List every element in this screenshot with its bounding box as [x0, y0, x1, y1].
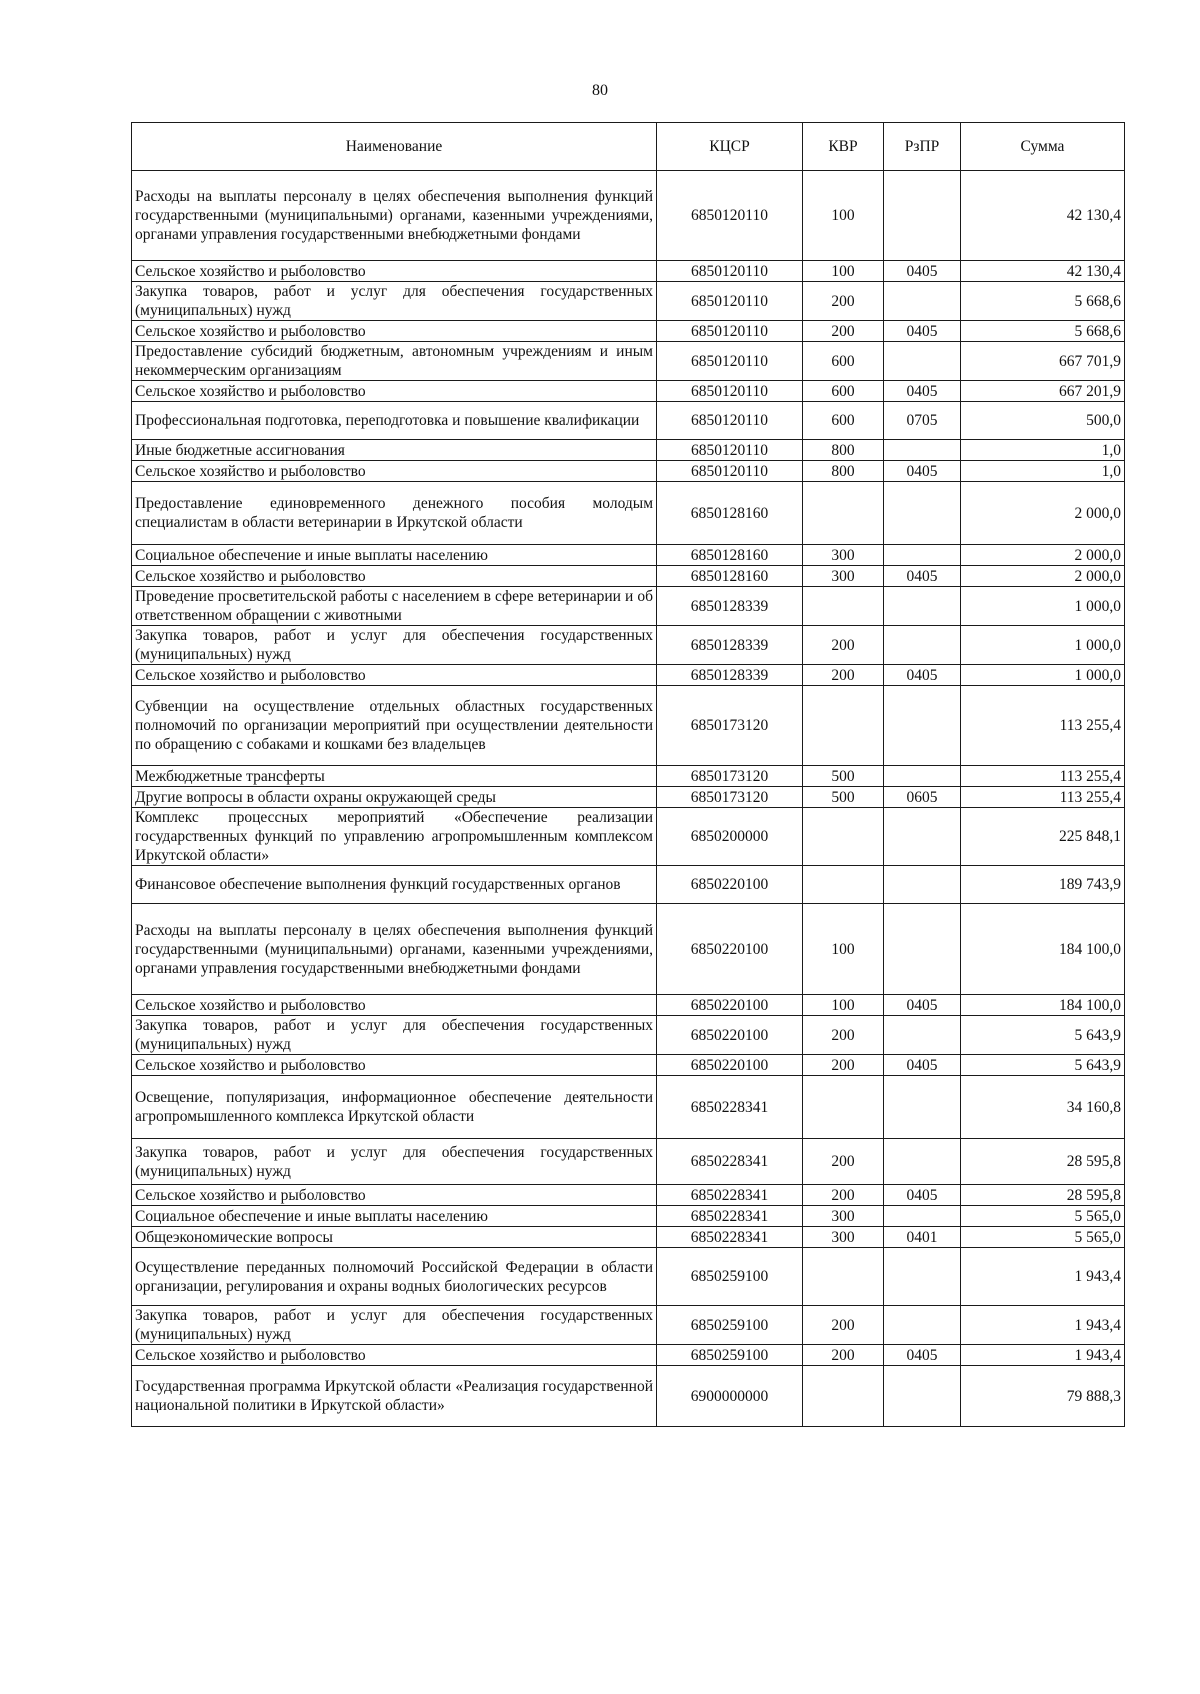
table-row: [132, 402, 1125, 440]
cell-kcsr: 6850128339: [657, 665, 803, 686]
cell-name: Социальное обеспечение и иные выплаты населению: [132, 1206, 657, 1227]
cell-kcsr: 6850259100: [657, 1306, 803, 1345]
cell-kvr: 300: [803, 1206, 884, 1227]
cell-kvr: 200: [803, 626, 884, 665]
cell-rzpr: 0405: [884, 1055, 961, 1076]
cell-name: Осуществление переданных полномочий Российской Федерации в области организации, регулирования и охраны водных биологических ресурсов: [132, 1248, 657, 1306]
table-row: [132, 321, 1125, 342]
cell-sum: 667 701,9: [961, 342, 1125, 381]
table-row: [132, 461, 1125, 482]
cell-kvr: 200: [803, 1185, 884, 1206]
table-row: [132, 1227, 1125, 1248]
cell-sum: 189 743,9: [961, 866, 1125, 904]
cell-name: Сельское хозяйство и рыболовство: [132, 261, 657, 282]
cell-sum: 1 000,0: [961, 665, 1125, 686]
cell-sum: 1 943,4: [961, 1248, 1125, 1306]
cell-kvr: 600: [803, 342, 884, 381]
cell-kvr: 200: [803, 282, 884, 321]
cell-kvr: [803, 587, 884, 626]
cell-kcsr: 6850120110: [657, 342, 803, 381]
cell-rzpr: [884, 766, 961, 787]
cell-kcsr: 6850200000: [657, 808, 803, 866]
table-row: [132, 626, 1125, 665]
cell-name: Закупка товаров, работ и услуг для обеспечения государственных (муниципальных) нужд: [132, 1016, 657, 1055]
header-kcsr: КЦСР: [657, 123, 803, 171]
cell-kvr: 200: [803, 1306, 884, 1345]
cell-kcsr: 6850228341: [657, 1227, 803, 1248]
table-row: [132, 1055, 1125, 1076]
table-row: [132, 766, 1125, 787]
cell-rzpr: 0405: [884, 665, 961, 686]
table-row: [132, 1016, 1125, 1055]
cell-name: Иные бюджетные ассигнования: [132, 440, 657, 461]
cell-rzpr: [884, 482, 961, 545]
cell-sum: 1 943,4: [961, 1306, 1125, 1345]
cell-kcsr: 6850128339: [657, 587, 803, 626]
cell-name: Сельское хозяйство и рыболовство: [132, 461, 657, 482]
table-row: [132, 665, 1125, 686]
cell-kcsr: 6850220100: [657, 1016, 803, 1055]
table-row: [132, 381, 1125, 402]
cell-name: Профессиональная подготовка, переподготовка и повышение квалификации: [132, 402, 657, 440]
cell-sum: 113 255,4: [961, 686, 1125, 766]
cell-kcsr: 6850220100: [657, 904, 803, 995]
cell-kcsr: 6850259100: [657, 1345, 803, 1366]
cell-rzpr: [884, 1016, 961, 1055]
cell-kcsr: 6850120110: [657, 282, 803, 321]
cell-sum: 5 643,9: [961, 1016, 1125, 1055]
cell-name: Сельское хозяйство и рыболовство: [132, 381, 657, 402]
cell-rzpr: 0405: [884, 461, 961, 482]
cell-sum: 2 000,0: [961, 482, 1125, 545]
cell-kcsr: 6850173120: [657, 686, 803, 766]
cell-name: Сельское хозяйство и рыболовство: [132, 665, 657, 686]
cell-name: Предоставление единовременного денежного пособия молодым специалистам в области ветеринарии в Иркутской области: [132, 482, 657, 545]
cell-kcsr: 6850259100: [657, 1248, 803, 1306]
cell-kvr: 300: [803, 1227, 884, 1248]
cell-rzpr: 0405: [884, 261, 961, 282]
cell-name: Закупка товаров, работ и услуг для обеспечения государственных (муниципальных) нужд: [132, 1306, 657, 1345]
table-row: [132, 171, 1125, 261]
cell-sum: 2 000,0: [961, 545, 1125, 566]
table-row: [132, 995, 1125, 1016]
cell-rzpr: [884, 171, 961, 261]
cell-name: Социальное обеспечение и иные выплаты населению: [132, 545, 657, 566]
cell-name: Закупка товаров, работ и услуг для обеспечения государственных (муниципальных) нужд: [132, 282, 657, 321]
table-header-row: [132, 123, 1125, 171]
cell-kvr: 100: [803, 995, 884, 1016]
cell-kvr: 200: [803, 1016, 884, 1055]
cell-rzpr: 0405: [884, 321, 961, 342]
cell-kvr: 600: [803, 381, 884, 402]
table-row: [132, 545, 1125, 566]
cell-name: Сельское хозяйство и рыболовство: [132, 1185, 657, 1206]
table-row: [132, 808, 1125, 866]
cell-kcsr: 6850128160: [657, 482, 803, 545]
cell-kcsr: 6850120110: [657, 261, 803, 282]
cell-kvr: 200: [803, 321, 884, 342]
cell-sum: 1,0: [961, 461, 1125, 482]
table-row: [132, 904, 1125, 995]
table-row: [132, 1139, 1125, 1185]
cell-sum: 1 943,4: [961, 1345, 1125, 1366]
header-name: Наименование: [132, 123, 657, 171]
cell-kvr: 200: [803, 665, 884, 686]
cell-name: Комплекс процессных мероприятий «Обеспечение реализации государственных функций по управлению агропромышленным комплексом Иркутской области»: [132, 808, 657, 866]
table-row: [132, 587, 1125, 626]
cell-sum: 5 565,0: [961, 1227, 1125, 1248]
cell-name: Сельское хозяйство и рыболовство: [132, 995, 657, 1016]
cell-name: Финансовое обеспечение выполнения функций государственных органов: [132, 866, 657, 904]
cell-name: Проведение просветительской работы с населением в сфере ветеринарии и об ответственном обращении с животными: [132, 587, 657, 626]
cell-rzpr: [884, 440, 961, 461]
table-row: [132, 1366, 1125, 1427]
header-sum: Сумма: [961, 123, 1125, 171]
cell-rzpr: 0405: [884, 566, 961, 587]
table-row: [132, 787, 1125, 808]
table-row: [132, 342, 1125, 381]
cell-kcsr: 6850120110: [657, 402, 803, 440]
cell-kvr: [803, 1366, 884, 1427]
cell-kcsr: 6850120110: [657, 321, 803, 342]
cell-name: Сельское хозяйство и рыболовство: [132, 1055, 657, 1076]
cell-sum: 5 668,6: [961, 321, 1125, 342]
cell-sum: 225 848,1: [961, 808, 1125, 866]
cell-rzpr: [884, 1366, 961, 1427]
header-kvr: КВР: [803, 123, 884, 171]
cell-kcsr: 6850220100: [657, 866, 803, 904]
cell-kvr: 800: [803, 440, 884, 461]
table-row: [132, 1076, 1125, 1139]
cell-name: Сельское хозяйство и рыболовство: [132, 1345, 657, 1366]
cell-rzpr: [884, 1076, 961, 1139]
cell-kvr: [803, 1248, 884, 1306]
table-row: [132, 1306, 1125, 1345]
cell-name: Предоставление субсидий бюджетным, автономным учреждениям и иным некоммерческим организациям: [132, 342, 657, 381]
cell-kvr: 200: [803, 1055, 884, 1076]
cell-rzpr: [884, 866, 961, 904]
cell-kcsr: 6850128339: [657, 626, 803, 665]
cell-rzpr: [884, 1206, 961, 1227]
cell-kcsr: 6850228341: [657, 1206, 803, 1227]
cell-kvr: 500: [803, 766, 884, 787]
cell-sum: 79 888,3: [961, 1366, 1125, 1427]
cell-rzpr: 0405: [884, 1185, 961, 1206]
cell-kvr: [803, 866, 884, 904]
cell-sum: 5 643,9: [961, 1055, 1125, 1076]
table-row: [132, 866, 1125, 904]
cell-rzpr: [884, 1306, 961, 1345]
cell-sum: 28 595,8: [961, 1139, 1125, 1185]
cell-sum: 113 255,4: [961, 766, 1125, 787]
budget-table: [131, 122, 1125, 1427]
cell-name: Расходы на выплаты персоналу в целях обеспечения выполнения функций государственными (муниципальными) органами, казенными учреждениями, органами управления государственными внебюджетными фондами: [132, 171, 657, 261]
cell-sum: 2 000,0: [961, 566, 1125, 587]
cell-kcsr: 6900000000: [657, 1366, 803, 1427]
cell-kcsr: 6850228341: [657, 1185, 803, 1206]
cell-name: Другие вопросы в области охраны окружающей среды: [132, 787, 657, 808]
cell-name: Освещение, популяризация, информационное обеспечение деятельности агропромышленного комплекса Иркутской области: [132, 1076, 657, 1139]
table-row: [132, 1206, 1125, 1227]
cell-sum: 500,0: [961, 402, 1125, 440]
cell-kcsr: 6850220100: [657, 995, 803, 1016]
table-row: [132, 282, 1125, 321]
cell-kcsr: 6850120110: [657, 440, 803, 461]
cell-kcsr: 6850120110: [657, 461, 803, 482]
cell-name: Государственная программа Иркутской области «Реализация государственной национальной политики в Иркутской области»: [132, 1366, 657, 1427]
header-rzpr: РзПР: [884, 123, 961, 171]
cell-name: Закупка товаров, работ и услуг для обеспечения государственных (муниципальных) нужд: [132, 626, 657, 665]
cell-name: Общеэкономические вопросы: [132, 1227, 657, 1248]
cell-kvr: 600: [803, 402, 884, 440]
cell-name: Расходы на выплаты персоналу в целях обеспечения выполнения функций государственными (муниципальными) органами, казенными учреждениями, органами управления государственными внебюджетными фондами: [132, 904, 657, 995]
cell-rzpr: [884, 626, 961, 665]
cell-rzpr: 0405: [884, 995, 961, 1016]
cell-kcsr: 6850228341: [657, 1076, 803, 1139]
cell-name: Межбюджетные трансферты: [132, 766, 657, 787]
cell-sum: 1 000,0: [961, 626, 1125, 665]
cell-rzpr: 0705: [884, 402, 961, 440]
cell-kvr: 100: [803, 171, 884, 261]
cell-kcsr: 6850173120: [657, 766, 803, 787]
table-row: [132, 440, 1125, 461]
cell-kcsr: 6850228341: [657, 1139, 803, 1185]
cell-sum: 5 668,6: [961, 282, 1125, 321]
cell-rzpr: [884, 808, 961, 866]
cell-sum: 42 130,4: [961, 171, 1125, 261]
cell-sum: 5 565,0: [961, 1206, 1125, 1227]
cell-kcsr: 6850220100: [657, 1055, 803, 1076]
cell-rzpr: 0405: [884, 381, 961, 402]
cell-rzpr: 0605: [884, 787, 961, 808]
cell-sum: 28 595,8: [961, 1185, 1125, 1206]
cell-sum: 667 201,9: [961, 381, 1125, 402]
cell-sum: 1 000,0: [961, 587, 1125, 626]
cell-sum: 184 100,0: [961, 904, 1125, 995]
table-row: [132, 1345, 1125, 1366]
table-row: [132, 261, 1125, 282]
table-row: [132, 482, 1125, 545]
cell-kvr: 200: [803, 1345, 884, 1366]
cell-name: Сельское хозяйство и рыболовство: [132, 321, 657, 342]
cell-kvr: [803, 482, 884, 545]
cell-rzpr: [884, 587, 961, 626]
cell-kvr: 800: [803, 461, 884, 482]
cell-kvr: 100: [803, 904, 884, 995]
cell-kvr: [803, 808, 884, 866]
cell-rzpr: [884, 545, 961, 566]
cell-sum: 184 100,0: [961, 995, 1125, 1016]
cell-rzpr: [884, 1248, 961, 1306]
cell-rzpr: [884, 282, 961, 321]
cell-kcsr: 6850128160: [657, 566, 803, 587]
cell-kcsr: 6850128160: [657, 545, 803, 566]
cell-name: Закупка товаров, работ и услуг для обеспечения государственных (муниципальных) нужд: [132, 1139, 657, 1185]
cell-kcsr: 6850120110: [657, 381, 803, 402]
cell-kvr: 300: [803, 566, 884, 587]
cell-kvr: [803, 1076, 884, 1139]
cell-rzpr: [884, 904, 961, 995]
cell-rzpr: 0405: [884, 1345, 961, 1366]
table-row: [132, 686, 1125, 766]
cell-sum: 34 160,8: [961, 1076, 1125, 1139]
table-row: [132, 1248, 1125, 1306]
cell-sum: 1,0: [961, 440, 1125, 461]
cell-kvr: 500: [803, 787, 884, 808]
table-row: [132, 566, 1125, 587]
cell-sum: 113 255,4: [961, 787, 1125, 808]
table-body: [132, 171, 1125, 1427]
cell-rzpr: [884, 1139, 961, 1185]
cell-rzpr: 0401: [884, 1227, 961, 1248]
cell-rzpr: [884, 686, 961, 766]
cell-kcsr: 6850120110: [657, 171, 803, 261]
cell-kvr: 300: [803, 545, 884, 566]
page-number: 80: [592, 82, 608, 99]
cell-kvr: [803, 686, 884, 766]
cell-sum: 42 130,4: [961, 261, 1125, 282]
cell-kvr: 200: [803, 1139, 884, 1185]
cell-kcsr: 6850173120: [657, 787, 803, 808]
table-row: [132, 1185, 1125, 1206]
cell-kvr: 100: [803, 261, 884, 282]
cell-rzpr: [884, 342, 961, 381]
cell-name: Субвенции на осуществление отдельных областных государственных полномочий по организации мероприятий при осуществлении деятельности по обращению с собаками и кошками без владельцев: [132, 686, 657, 766]
cell-name: Сельское хозяйство и рыболовство: [132, 566, 657, 587]
